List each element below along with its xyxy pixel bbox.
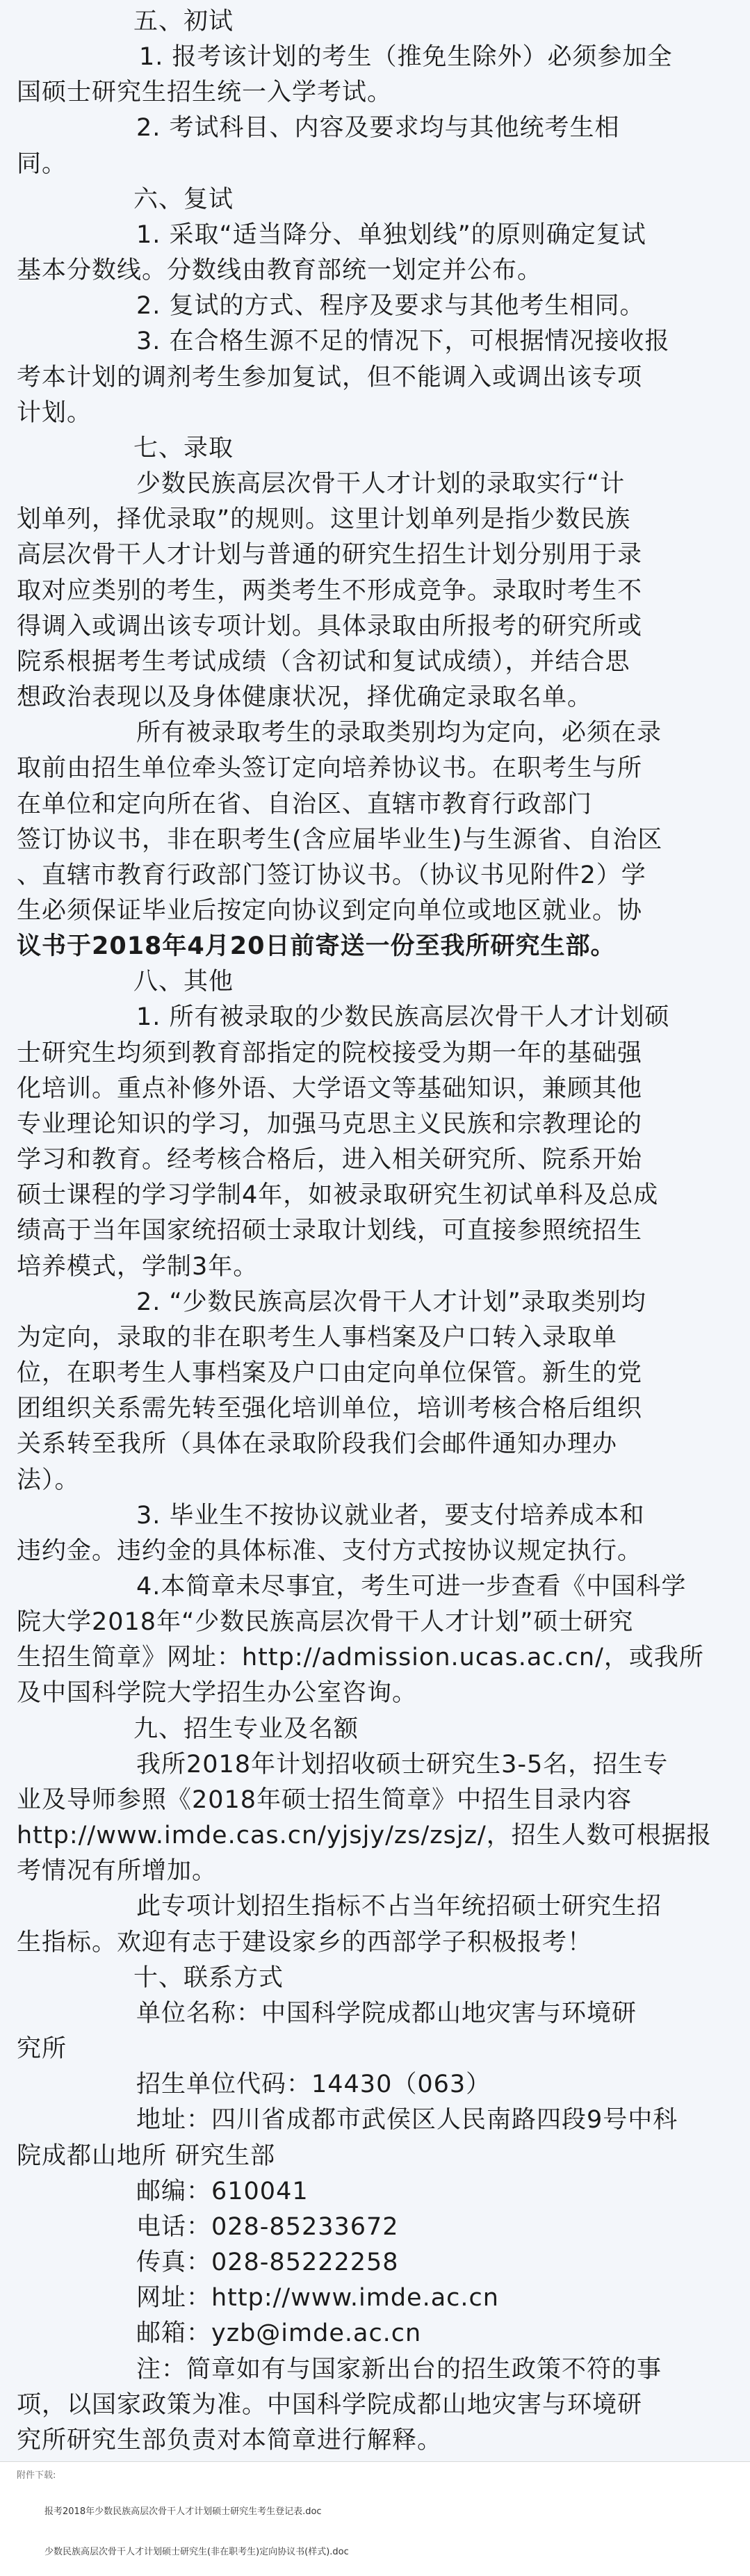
paragraph-line: 3. 在合格生源不足的情况下，可根据情况接收报 — [136, 327, 670, 355]
attachment-link-registration-form[interactable]: 报考2018年少数民族高层次骨干人才计划硕士研究生考生登记表.doc — [44, 2506, 322, 2517]
paragraph-line: 划单列，择优录取”的规则。这里计划单列是指少数民族 — [17, 505, 631, 533]
paragraph-line: 团组织关系需先转至强化培训单位，培训考核合格后组织 — [17, 1395, 643, 1423]
paragraph-line: 1. 报考该计划的考生（推免生除外）必须参加全 — [139, 43, 673, 71]
paragraph-line: 少数民族高层次骨干人才计划的录取实行“计 — [136, 470, 626, 498]
paragraph-line: 及中国科学院大学招生办公室咨询。 — [17, 1679, 418, 1707]
paragraph-line: 学习和教育。经考核合格后，进入相关研究所、院系开始 — [17, 1146, 643, 1174]
paragraph-line: 3. 毕业生不按协议就业者，要支付培养成本和 — [136, 1502, 645, 1530]
paragraph-line: 2. 复试的方式、程序及要求与其他考生相同。 — [136, 292, 645, 320]
paragraph-line: 在单位和定向所在省、自治区、直辖市教育行政部门 — [17, 791, 593, 818]
section-heading: 八、其他 — [133, 968, 234, 996]
paragraph-line: 关系转至我所（具体在录取阶段我们会邮件通知办理办 — [17, 1430, 618, 1458]
paragraph-line: 生指标。欢迎有志于建设家乡的西部学子积极报考！ — [17, 1929, 593, 1957]
contact-line: 网址：http://www.imde.ac.cn — [136, 2284, 499, 2312]
paragraph-line: 高层次骨干人才计划与普通的研究生招生计划分别用于录 — [17, 541, 643, 569]
paragraph-line: 得调入或调出该专项计划。具体录取由所报考的研究所或 — [17, 613, 643, 640]
paragraph-line: 生招生简章》网址：http://admission.ucas.ac.cn/，或我所 — [17, 1644, 704, 1671]
attachments-label: 附件下载: — [17, 2470, 56, 2481]
paragraph-line: 国硕士研究生招生统一入学考试。 — [17, 79, 393, 106]
section-heading: 七、录取 — [133, 435, 234, 462]
paragraph-line: 计划。 — [17, 399, 92, 427]
paragraph-line: 我所2018年计划招收硕士研究生3-5名，招生专 — [136, 1751, 669, 1779]
paragraph-line: 法）。 — [17, 1466, 80, 1494]
paragraph-line: 业及导师参照《2018年硕士招生简章》中招生目录内容 — [17, 1786, 633, 1814]
paragraph-line: 违约金。违约金的具体标准、支付方式按协议规定执行。 — [17, 1537, 643, 1565]
paragraph-line: 此专项计划招生指标不占当年统招硕士研究生招 — [136, 1893, 662, 1920]
paragraph-line: 所有被录取考生的录取类别均为定向，必须在录 — [136, 719, 662, 747]
paragraph-line: 2. “少数民族高层次骨干人才计划”录取类别均 — [136, 1288, 646, 1316]
section-heading: 六、复试 — [133, 186, 234, 213]
paragraph-line: 院系根据考生考试成绩（含初试和复试成绩），并结合思 — [17, 648, 630, 676]
paragraph-line: 生必须保证毕业后按定向协议到定向单位或地区就业。协 — [17, 897, 643, 925]
section-heading: 五、初试 — [133, 8, 234, 35]
paragraph-line: 专业理论知识的学习，加强马克思主义民族和宗教理论的 — [17, 1110, 643, 1138]
paragraph-line: 2. 考试科目、内容及要求均与其他统考生相 — [136, 114, 620, 142]
contact-line: 究所 — [17, 2035, 67, 2063]
paragraph-line: 1. 采取“适当降分、单独划线”的原则确定复试 — [136, 221, 646, 249]
contact-line: 单位名称：中国科学院成都山地灾害与环境研 — [136, 2000, 637, 2027]
paragraph-line: 、直辖市教育行政部门签订协议书。（协议书见附件2）学 — [17, 861, 646, 889]
paragraph-line: 为定向，录取的非在职考生人事档案及户口转入录取单 — [17, 1324, 618, 1352]
section-heading: 十、联系方式 — [133, 1964, 284, 1992]
paragraph-line: 取对应类别的考生，两类考生不形成竞争。录取时考生不 — [17, 577, 643, 605]
contact-line: 地址：四川省成都市武侯区人民南路四段9号中科 — [136, 2106, 678, 2134]
paragraph-line: 1. 所有被录取的少数民族高层次骨干人才计划硕 — [136, 1003, 670, 1031]
paragraph-line: 同。 — [17, 150, 67, 178]
contact-line: 招生单位代码：14430（063） — [136, 2071, 491, 2098]
contact-line: 院成都山地所 研究生部 — [17, 2142, 276, 2170]
paragraph-line: 基本分数线。分数线由教育部统一划定并公布。 — [17, 257, 543, 284]
paragraph-line: 4.本简章未尽事宜，考生可进一步查看《中国科学 — [136, 1573, 687, 1601]
contact-line: 邮编：610041 — [136, 2178, 309, 2205]
paragraph-line: 想政治表现以及身体健康状况，择优确定录取名单。 — [17, 683, 593, 711]
paragraph-line: 院大学2018年“少数民族高层次骨干人才计划”硕士研究 — [17, 1608, 634, 1636]
paragraph-line: 化培训。重点补修外语、大学语文等基础知识，兼顾其他 — [17, 1075, 643, 1103]
paragraph-line: 位，在职考生人事档案及户口由定向单位保管。新生的党 — [17, 1359, 643, 1387]
note-line: 究所研究生部负责对本简章进行解释。 — [17, 2427, 443, 2454]
section-heading: 九、招生专业及名额 — [133, 1715, 359, 1743]
contact-line: 邮箱：yzb@imde.ac.cn — [136, 2319, 422, 2347]
emphasized-deadline-line: 议书于2018年4月20日前寄送一份至我所研究生部。 — [17, 932, 616, 960]
attachment-link-agreement[interactable]: 少数民族高层次骨干人才计划硕士研究生(非在职考生)定向协议书(样式).doc — [44, 2547, 349, 2557]
note-line: 项，以国家政策为准。中国科学院成都山地灾害与环境研 — [17, 2391, 643, 2419]
paragraph-line: 签订协议书，非在职考生(含应届毕业生)与生源省、自治区 — [17, 826, 663, 854]
paragraph-line: 培养模式，学制3年。 — [17, 1253, 259, 1281]
contact-line: 传真：028-85222258 — [136, 2249, 399, 2276]
paragraph-line: 考情况有所增加。 — [17, 1857, 218, 1885]
contact-line: 电话：028-85233672 — [136, 2213, 399, 2241]
paragraph-line: 绩高于当年国家统招硕士录取计划线，可直接参照统招生 — [17, 1217, 643, 1245]
note-line: 注：简章如有与国家新出台的招生政策不符的事 — [136, 2356, 662, 2383]
paragraph-line: http://www.imde.cas.cn/yjsjy/zs/zsjz/，招生人数可根据报 — [17, 1822, 712, 1849]
paragraph-line: 士研究生均须到教育部指定的院校接受为期一年的基础强 — [17, 1039, 643, 1067]
paragraph-line: 硕士课程的学习学制4年，如被录取研究生初试单科及总成 — [17, 1181, 659, 1209]
attachments-section — [0, 2461, 750, 2576]
paragraph-line: 取前由招生单位牵头签订定向培养协议书。在职考生与所 — [17, 754, 643, 782]
paragraph-line: 考本计划的调剂考生参加复试，但不能调入或调出该专项 — [17, 364, 643, 391]
